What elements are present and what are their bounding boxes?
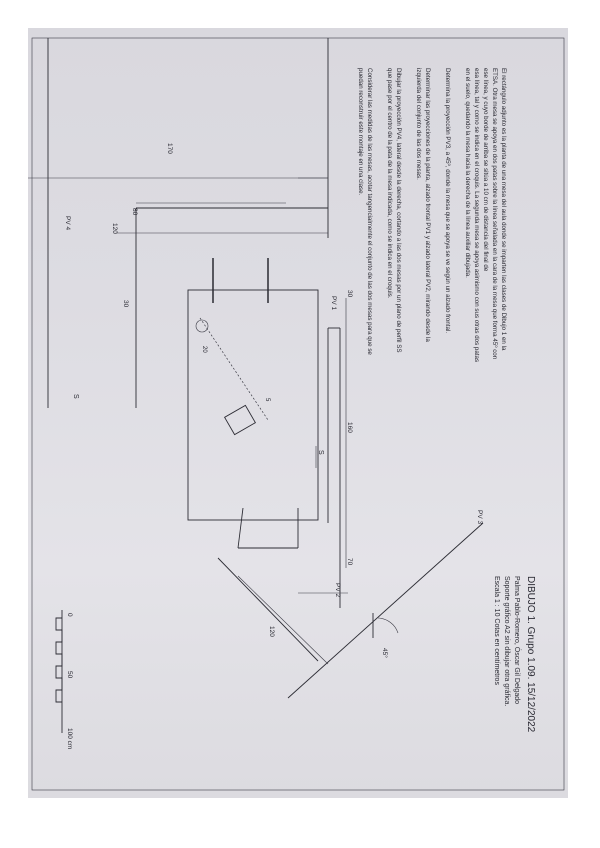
statement-block [357,68,507,362]
svg-text:100 cm: 100 cm [66,728,73,750]
svg-text:45°: 45° [381,648,388,658]
section-mark [72,394,79,399]
angle-label [381,648,389,658]
dim-label [264,398,270,402]
statement-line: Determina la proyección PV3, a 45º, donde la mesa que se apoya se ve según un alzado frontal. [444,68,451,334]
dim-label [268,626,275,637]
dim-label [131,208,138,216]
dim-label [346,290,353,298]
dim-label [201,346,207,353]
title-block-scale: Escala 1 : 10 Cotas en centímetros [493,576,500,685]
svg-text:160: 160 [346,422,353,433]
scale-label-100 [66,728,73,749]
technical-drawing [28,28,568,798]
svg-text:120: 120 [111,223,118,234]
svg-text:PV 4: PV 4 [64,216,71,231]
plan-lower-edge-d [238,508,243,548]
statement-line: El rectángulo adjunto es la planta de una mesa del aula donde se imparten las clases de Dibujo 1 en la [500,68,507,351]
hidden-line [200,318,268,420]
dim-label [346,558,353,566]
pv2-dim-120 [238,576,328,664]
pv2-view [218,523,483,698]
svg-text:0: 0 [66,613,73,617]
label-pv2 [334,583,341,597]
label-pv1 [330,296,337,310]
angle-arc-45 [378,618,398,633]
statement-line: puedan reconstruir este montaje en una clase. [357,68,364,196]
drawing-sheet [28,28,568,798]
scale-label-0 [66,613,73,617]
dim-label [111,223,118,234]
svg-text:20: 20 [201,346,207,353]
svg-text:5: 5 [264,398,270,402]
scale-label-50 [66,671,73,679]
svg-text:S: S [317,450,324,455]
title-block [493,576,536,733]
statement-line: ETSA. Otra mesa se apoya en dos patas sobre la línea señalada en la cara de la mesa que forma 45º con [491,68,498,360]
statement-line: Considerar las medidas de las mesas, acotar tangencialmente el conjunto de las dos mesas para que se [366,68,373,355]
title-block-authors: Palma Pablo-Romero, Óscar Gil Delgado [513,576,520,704]
dim-label [166,143,173,154]
label-pv4 [64,216,71,230]
svg-text:PV 3: PV 3 [476,510,483,525]
svg-text:PV 2: PV 2 [334,583,341,598]
scale-bar-ticks [56,618,62,702]
section-mark [317,450,324,455]
svg-text:70: 70 [346,558,353,566]
statement-line: Determinar las proyecciones de la planta, alzado frontal PV1 y alzado lateral PV2, mirando desde la [424,68,431,342]
title-block-sheet: Soporte gráfico A2 sin dibujar otra gráfica. [503,576,510,707]
svg-text:170: 170 [166,143,173,154]
pv2-reference-line [288,523,483,698]
dim-label [346,422,353,433]
label-pv3 [476,510,483,524]
leg-circle [196,320,208,332]
pv2-edge [218,558,318,661]
plan-view [188,290,318,548]
svg-text:120: 120 [268,626,275,637]
svg-text:50: 50 [66,671,73,679]
leg-detail [225,405,256,434]
svg-text:80: 80 [131,208,138,216]
svg-text:30: 30 [346,290,353,298]
statement-line: izquierda del conjunto de las dos mesas. [415,68,422,180]
dim-label [122,300,129,308]
statement-line: Dibujar la proyección PV4, lateral desde la derecha, cortando a las dos mesas por un plano de perfil SS [395,68,402,353]
title-block-title: DIBUJO 1. Grupo 1.09. 15/12/2022 [525,576,536,733]
statement-line: ese línea, y cuyo borde de arriba se sitúa a 10 cm de distancia del final de [482,68,489,272]
pv4-view [28,38,328,408]
svg-text:PV 1: PV 1 [330,296,337,311]
svg-text:S: S [72,394,79,399]
statement-line: que pase por el centro de la pata de la mesa indicada, como se indica en el croquis. [386,68,393,299]
scale-bar [56,610,62,733]
svg-text:30: 30 [122,300,129,308]
statement-line: en el suelo, quedando la mesa hacia la derecha de la línea auxiliar dibujada. [464,68,471,278]
statement-line: esa línea, tal y como se indica en el croquis. La segunda mesa se apoya asimismo con sus otras dos patas [473,68,480,363]
